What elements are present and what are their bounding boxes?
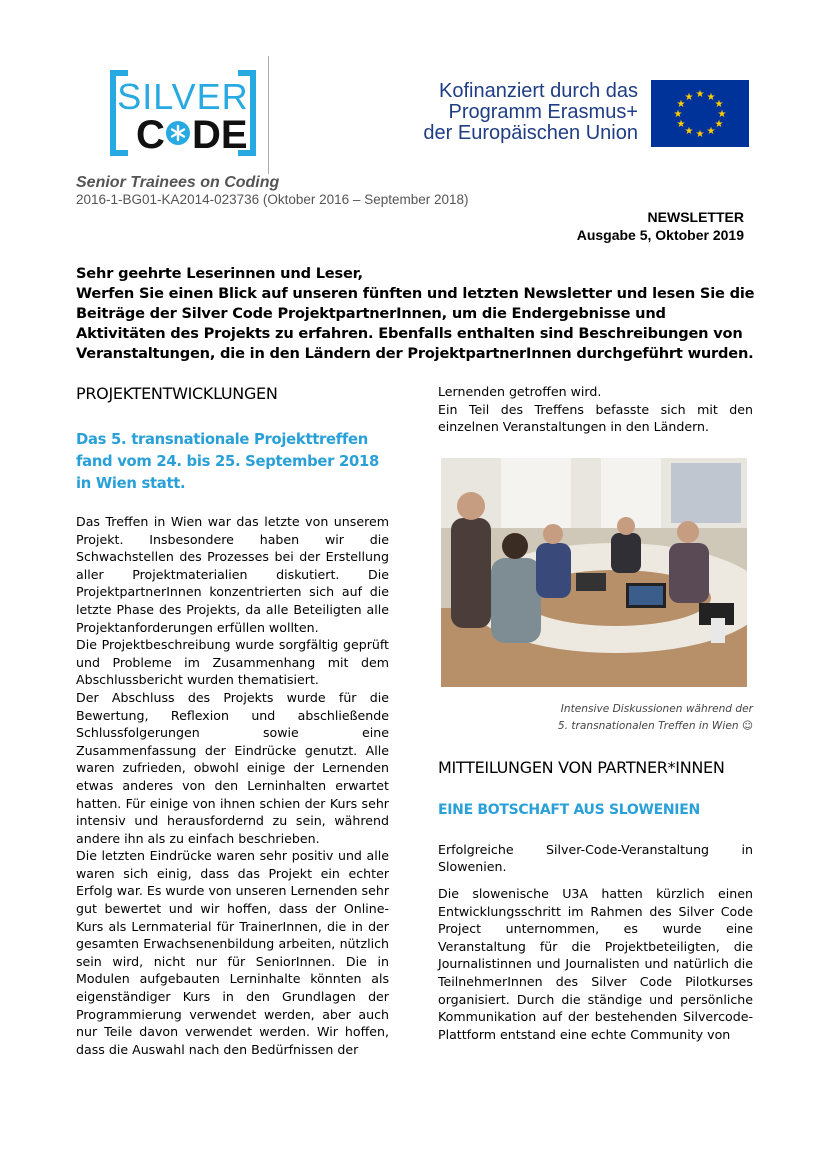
article-title-slovenia: EINE BOTSCHAFT AUS SLOWENIEN (438, 801, 700, 818)
section-title-partner-news: MITTEILUNGEN VON PARTNER*INNEN (438, 757, 725, 777)
newsletter-issue (577, 208, 744, 244)
svg-text:DE: DE (192, 113, 248, 157)
header-divider (268, 56, 269, 174)
project-code: 2016-1-BG01-KA2014-023736 (Oktober 2016 – September 2018) (76, 192, 469, 207)
svg-text:★: ★ (714, 99, 724, 110)
issue-date: Ausgabe 5, Oktober 2019 (576, 227, 744, 243)
article-title-vienna-meeting: Das 5. transnationale Projekttreffen fand vom 24. bis 25. September 2018 in Wien statt. (76, 431, 380, 492)
photo-caption: Intensive Diskussionen während der 5. transnationalen Treffen in Wien ☺ (557, 702, 753, 732)
svg-text:★: ★ (695, 89, 705, 100)
svg-text:★: ★ (676, 99, 686, 110)
lead-text: Erfolgreiche Silver-Code-Veranstaltung in Slowenien. (438, 841, 753, 875)
svg-text:★: ★ (706, 92, 716, 103)
continuation-text: Lernenden getroffen wird. (438, 384, 602, 399)
svg-text:★: ★ (673, 109, 683, 120)
greeting: Sehr geehrte Leserinnen und Leser, (76, 265, 363, 282)
svg-text:★: ★ (695, 129, 705, 140)
svg-text:★: ★ (717, 109, 727, 120)
svg-text:★: ★ (676, 119, 686, 130)
eu-flag-icon (651, 80, 749, 147)
left-column (76, 383, 389, 1058)
svg-text:★: ★ (706, 126, 716, 137)
svg-text:★: ★ (714, 119, 724, 130)
svg-text:★: ★ (684, 126, 694, 137)
paragraph: Das Treffen in Wien war das letzte von unserem Projekt. Insbesondere haben wir die Schwachstellen des Prozesses bei der Erstellung aller Projektmaterialien diskutiert. Die ProjektpartnerInnen konzentrierten sich auf die letzte Phase des Projekts, da alle Beteiligten alle Projektanforderungen erfüllen wollten. (76, 514, 389, 635)
eu-funding-text: Kofinanziert durch das Programm Erasmus+ der Europäischen Union (423, 80, 638, 144)
svg-text:★: ★ (684, 92, 694, 103)
right-column (438, 383, 753, 1043)
paragraph: Die Projektbeschreibung wurde sorgfältig geprüft und Probleme im Zusammenhang mit dem Abschlussbericht wurden thematisiert. (76, 637, 389, 688)
intro-paragraph: Werfen Sie einen Blick auf unseren fünften und letzten Newsletter und lesen Sie die Beiträge der Silver Code ProjektpartnerInnen, um die Endergebnisse und Aktivitäten des Projekts zu erfahren. Ebenfalls enthalten sind Beschreibungen von Veranstaltungen, die in den Ländern der ProjektpartnerInnen durchgeführt wurden. (76, 285, 755, 362)
newsletter-label: NEWSLETTER (647, 209, 744, 225)
paragraph: Die letzten Eindrücke waren sehr positiv und alle waren sich einig, dass das Projekt ein echter Erfolg war. Es wurde von unseren Lernenden sehr gut bewertet und wir hoffen, dass der Online-Kurs als Lernmaterial für TrainerInnen, die in der gesamten Erwachsenenbildung arbeiten, nützlich sein wird, nicht nur für SeniorInnen. Die in Modulen aufgebauten Lerninhalte könnten als eigenständiger Kurs in den Grundlagen der Programmierung verwendet werden, aber auch nur Teile davon verwendet werden. Wir hoffen, dass die Auswahl nach den Bedürfnissen der (76, 848, 389, 1057)
paragraph: Ein Teil des Treffens befasste sich mit den einzelnen Veranstaltungen in den Ländern. (438, 401, 753, 435)
svg-text:SILVER: SILVER (117, 76, 249, 117)
silver-code-logo (100, 66, 270, 170)
svg-text:C: C (136, 113, 165, 157)
intro-text (76, 264, 756, 364)
paragraph: Die slowenische U3A hatten kürzlich einen Entwicklungsschritt im Rahmen des Silver Code Project unternommen, es wurde eine Veranstaltung für die Projektbeteiligten, die Journalistinnen und Journalisten und natürlich die TeilnehmerInnen des Silver Code Pilotkurses organisiert. Durch die ständige und persönliche Kommunikation auf der bestehenden Silvercode-Plattform entstand eine echte Community von (438, 885, 753, 1042)
project-subtitle: Senior Trainees on Coding (76, 174, 280, 191)
paragraph: Der Abschluss des Projekts wurde für die Bewertung, Reflexion und abschließende Schlussfolgerungen sowie eine Zusammenfassung der Eindrücke genutzt. Alle waren zufrieden, obwohl einige der Lernenden etwas anderes von den Lerninhalten erwartet hatten. Für einige von ihnen schien der Kurs sehr intensiv und herausfordernd zu sein, während andere ihn als zu einfach beschrieben. (76, 689, 389, 846)
section-title-project-developments: PROJEKTENTWICKLUNGEN (76, 384, 278, 403)
meeting-photo (441, 458, 747, 687)
